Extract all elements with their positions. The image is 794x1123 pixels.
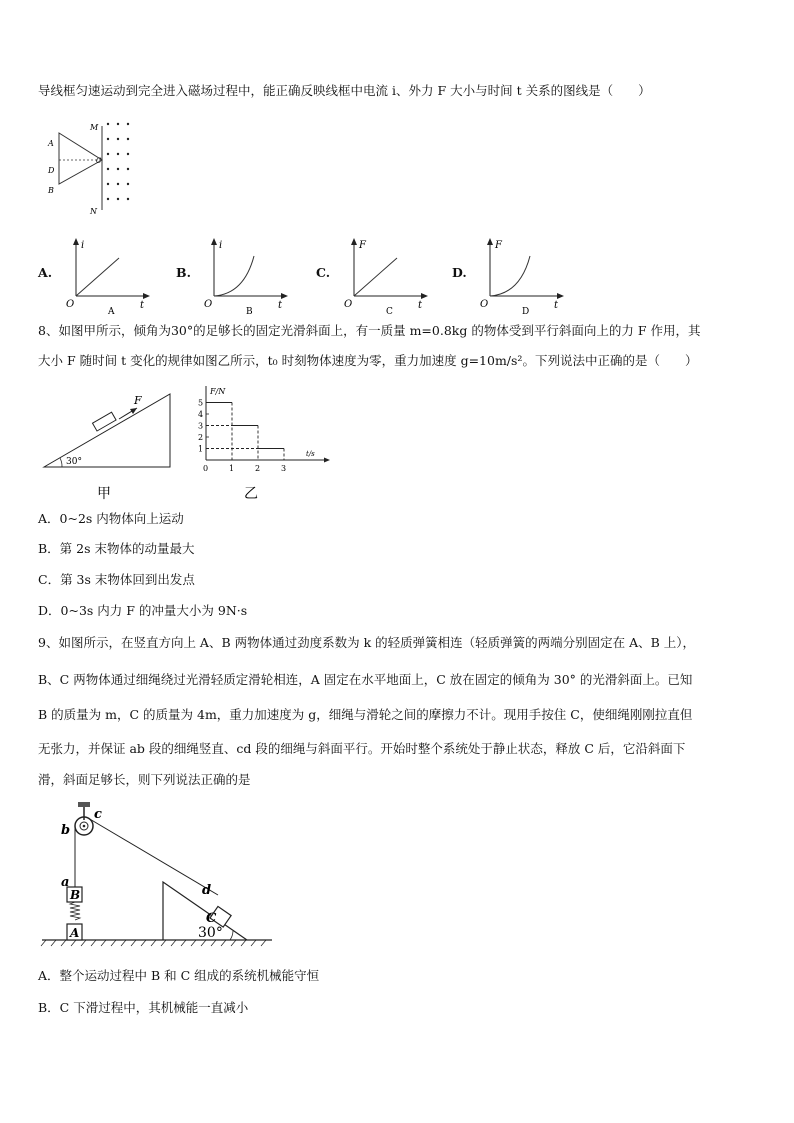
yi-y-tick: 3 bbox=[198, 421, 204, 431]
q9-label-a: a bbox=[61, 875, 70, 890]
q7-option-a-graph bbox=[64, 236, 154, 316]
yi-x-tick: 2 bbox=[255, 464, 261, 473]
q8-option-d: D．0~3s 内力 F 的冲量大小为 9N·s bbox=[38, 603, 248, 618]
yi-x-tick: 1 bbox=[229, 464, 235, 473]
q8-option-b: B．第 2s 末物体的动量最大 bbox=[38, 541, 195, 556]
yi-x-tick: 0 bbox=[203, 464, 209, 473]
y-axis-label: i bbox=[219, 240, 223, 251]
q8-figure-jia bbox=[42, 392, 192, 512]
y-axis-label: i bbox=[81, 240, 85, 251]
q9-label-B: B bbox=[70, 888, 81, 902]
origin-label: O bbox=[344, 299, 353, 310]
q8-option-c: C．第 3s 末物体回到出发点 bbox=[38, 572, 195, 587]
sub-label: A bbox=[108, 307, 115, 317]
q9-stem-line1: 9、如图所示，在竖直方向上 A、B 两物体通过劲度系数为 k 的轻质弹簧相连（轻质弹簧的两端分别固定在 A、B 上）， bbox=[38, 635, 696, 650]
q7-label-C: C bbox=[96, 157, 102, 165]
y-axis-arrow bbox=[487, 238, 493, 245]
q9-label-A: A bbox=[70, 926, 80, 940]
q8-angle-label: 30° bbox=[66, 457, 82, 467]
x-axis-arrow bbox=[421, 293, 428, 299]
x-axis-arrow bbox=[281, 293, 288, 299]
x-axis-label: t bbox=[140, 300, 145, 311]
q8-figure-yi bbox=[196, 384, 336, 514]
q9-stem-line2: B、C 两物体通过细绳绕过光滑轻质定滑轮相连，A 固定在水平地面上，C 放在固定的倾角为 30° 的光滑斜面上。已知 bbox=[38, 672, 693, 687]
q7-label-D: D bbox=[48, 166, 55, 175]
q9-stem-line3: B 的质量为 m，C 的质量为 4m，重力加速度为 g，细绳与滑轮之间的摩擦力不计。现用手按住 C，使细绳刚刚拉直但 bbox=[38, 707, 693, 722]
q9-figure bbox=[40, 800, 280, 950]
sub-label: C bbox=[386, 307, 393, 317]
q7-option-c-graph bbox=[342, 236, 432, 316]
q8-force-label: F bbox=[134, 394, 142, 407]
q9-angle-label: 30° bbox=[198, 925, 223, 941]
q9-label-C: C bbox=[206, 911, 217, 926]
x-axis-arrow bbox=[557, 293, 564, 299]
q9-option-a: A．整个运动过程中 B 和 C 组成的系统机械能守恒 bbox=[38, 968, 320, 983]
q9-stem-line5: 滑，斜面足够长，则下列说法正确的是 bbox=[38, 772, 251, 787]
q7-field-figure bbox=[45, 118, 155, 218]
yi-y-tick: 4 bbox=[198, 410, 204, 419]
q8-option-a: A．0~2s 内物体向上运动 bbox=[38, 511, 184, 526]
q9-label-c: c bbox=[94, 807, 102, 822]
q7-option-a-label: A. bbox=[38, 265, 53, 280]
graph-curve bbox=[490, 256, 530, 296]
origin-label: O bbox=[204, 299, 213, 310]
yi-y-tick: 5 bbox=[198, 398, 204, 408]
q7-option-b-graph bbox=[202, 236, 292, 316]
y-axis-label: F bbox=[495, 240, 502, 251]
graph-curve bbox=[214, 256, 254, 296]
sub-label: D bbox=[522, 307, 530, 317]
q9-stem-line4: 无张力，并保证 ab 段的细绳竖直、cd 段的细绳与斜面平行。开始时整个系统处于静止状态，释放 C 后，它沿斜面下 bbox=[38, 741, 686, 756]
q9-label-d: d bbox=[202, 883, 212, 898]
yi-y-tick: 1 bbox=[198, 444, 204, 454]
q7-label-M: M bbox=[90, 123, 99, 132]
x-axis-label: t bbox=[418, 300, 423, 311]
y-axis-label: F bbox=[359, 240, 366, 251]
q8-stem-line1: 8、如图甲所示，倾角为30°的足够长的固定光滑斜面上，有一质量 m=0.8kg 的物体受到平行斜面向上的力 F 作用，其 bbox=[38, 323, 701, 338]
q7-option-c-label: C. bbox=[316, 265, 331, 280]
x-axis-label: t bbox=[278, 300, 283, 311]
graph-line bbox=[354, 258, 397, 296]
q7-label-N: N bbox=[90, 207, 97, 216]
q9-option-b: B．C 下滑过程中，其机械能一直减小 bbox=[38, 1000, 249, 1015]
y-axis-arrow bbox=[211, 238, 217, 245]
q7-label-B: B bbox=[48, 186, 54, 195]
sub-label: B bbox=[246, 307, 253, 317]
yi-y-label: F/N bbox=[210, 387, 226, 396]
q7-stem: 导线框匀速运动到完全进入磁场过程中，能正确反映线框中电流 i、外力 F 大小与时间 t 关系的图线是（ ） bbox=[38, 83, 651, 98]
q7-option-b-label: B. bbox=[176, 265, 191, 280]
q9-label-b: b bbox=[61, 823, 71, 838]
yi-x-arrow bbox=[324, 458, 330, 463]
yi-y-tick: 2 bbox=[198, 433, 204, 442]
q7-option-d-graph bbox=[478, 236, 568, 316]
graph-line bbox=[76, 258, 119, 296]
q8-caption-jia: 甲 bbox=[97, 486, 111, 502]
y-axis-arrow bbox=[73, 238, 79, 245]
yi-x-label: t/s bbox=[306, 450, 315, 458]
q8-stem-line2: 大小 F 随时间 t 变化的规律如图乙所示，t₀ 时刻物体速度为零，重力加速度 g=10m/s²。下列说法中正确的是（ ） bbox=[38, 353, 698, 368]
yi-caption: 乙 bbox=[244, 486, 258, 502]
origin-label: O bbox=[480, 299, 489, 310]
x-axis-arrow bbox=[143, 293, 150, 299]
q7-label-A: A bbox=[48, 139, 54, 148]
x-axis-label: t bbox=[554, 300, 559, 311]
origin-label: O bbox=[66, 299, 75, 310]
q7-option-d-label: D. bbox=[452, 265, 467, 280]
y-axis-arrow bbox=[351, 238, 357, 245]
yi-x-tick: 3 bbox=[281, 464, 287, 473]
